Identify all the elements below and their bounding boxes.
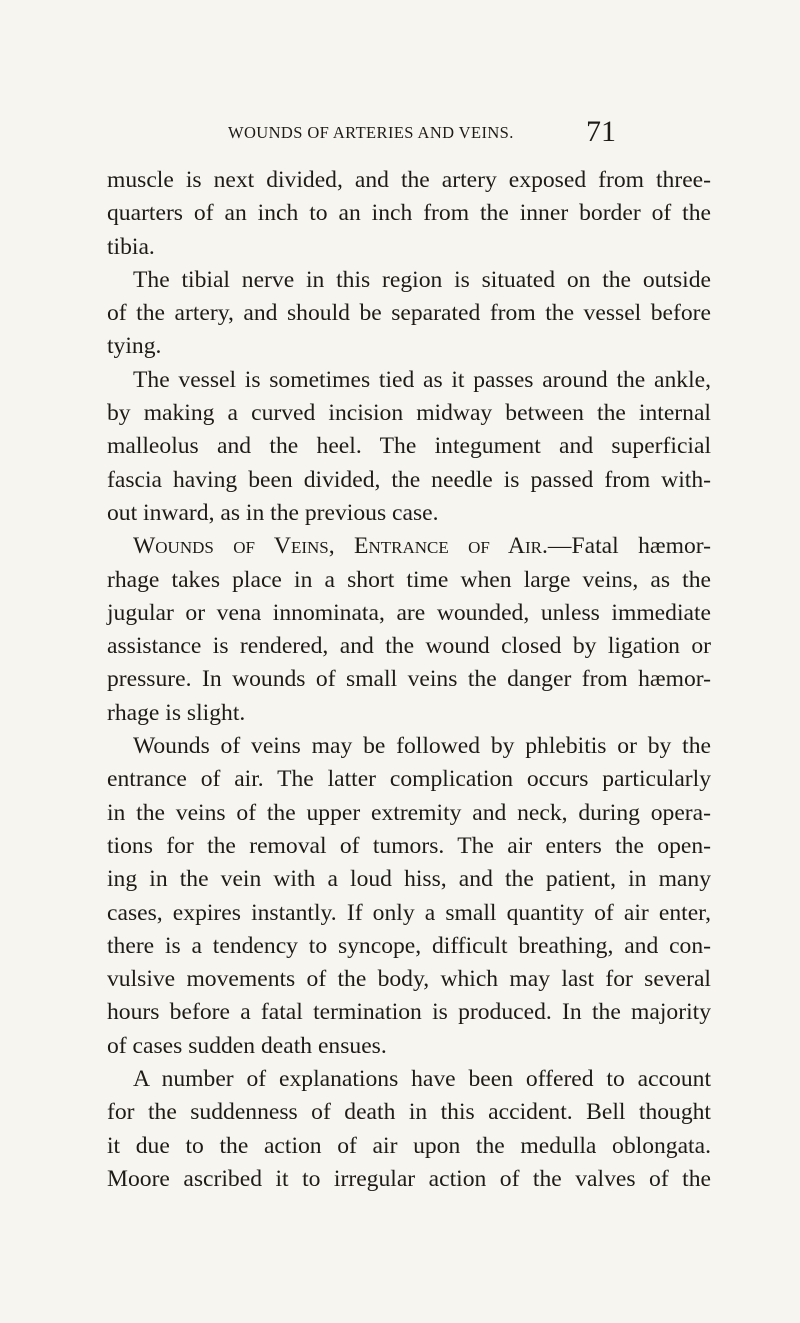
section-heading-line <box>107 530 711 563</box>
text-line: tying. <box>107 333 162 360</box>
text-line: by making a curved incision midway between the internal <box>107 400 711 427</box>
text-line: tions for the removal of tumors. The air enters the open- <box>107 832 711 859</box>
text-line: tibia. <box>107 233 155 260</box>
text-line: The tibial nerve in this region is situated on the outside <box>133 266 711 293</box>
text-line: jugular or vena innominata, are wounded, unless immediate <box>107 599 711 626</box>
body-text <box>107 164 711 1196</box>
text-line: malleolus and the heel. The integument and superficial <box>107 433 711 460</box>
text-line: of the artery, and should be separated from the vessel before <box>107 300 711 327</box>
text-line: of cases sudden death ensues. <box>107 1032 387 1059</box>
text-line: muscle is next divided, and the artery exposed from three- <box>107 167 711 193</box>
text-line: for the suddenness of death in this accident. Bell thought <box>107 1099 711 1126</box>
page-header <box>0 115 800 153</box>
text-line: pressure. In wounds of small veins the danger from hæmor- <box>107 666 711 693</box>
running-head: WOUNDS OF ARTERIES AND VEINS. <box>228 123 514 142</box>
text-line: assistance is rendered, and the wound closed by ligation or <box>107 633 711 660</box>
text-line: ing in the vein with a loud hiss, and the patient, in many <box>107 866 711 893</box>
text-line: —Fatal hæmor- <box>547 533 711 560</box>
text-line: there is a tendency to syncope, difficult breathing, and con- <box>107 932 711 959</box>
text-line: it due to the action of air upon the medulla oblongata. <box>107 1132 711 1159</box>
text-line: rhage takes place in a short time when large veins, as the <box>107 566 711 593</box>
text-line: A number of explanations have been offered to account <box>133 1066 711 1093</box>
text-line: hours before a fatal termination is produced. In the majority <box>107 999 711 1026</box>
text-line: in the veins of the upper extremity and neck, during opera- <box>107 799 711 826</box>
text-line: cases, expires instantly. If only a small quantity of air enter, <box>107 899 711 926</box>
text-line: rhage is slight. <box>107 699 246 726</box>
text-line: vulsive movements of the body, which may last for several <box>107 966 711 993</box>
section-heading: Wounds of Veins, Entrance of Air. <box>133 533 548 560</box>
text-line: quarters of an inch to an inch from the inner border of the <box>107 200 711 227</box>
page-number: 71 <box>586 115 616 148</box>
text-line: Wounds of veins may be followed by phlebitis or by the <box>133 733 711 760</box>
text-line: entrance of air. The latter complication occurs particularly <box>107 766 711 793</box>
text-line: The vessel is sometimes tied as it passes around the ankle, <box>133 366 711 393</box>
text-line: fascia having been divided, the needle is passed from with- <box>107 466 711 493</box>
text-line: out inward, as in the previous case. <box>107 499 439 526</box>
text-line: Moore ascribed it to irregular action of the valves of the <box>107 1165 711 1192</box>
